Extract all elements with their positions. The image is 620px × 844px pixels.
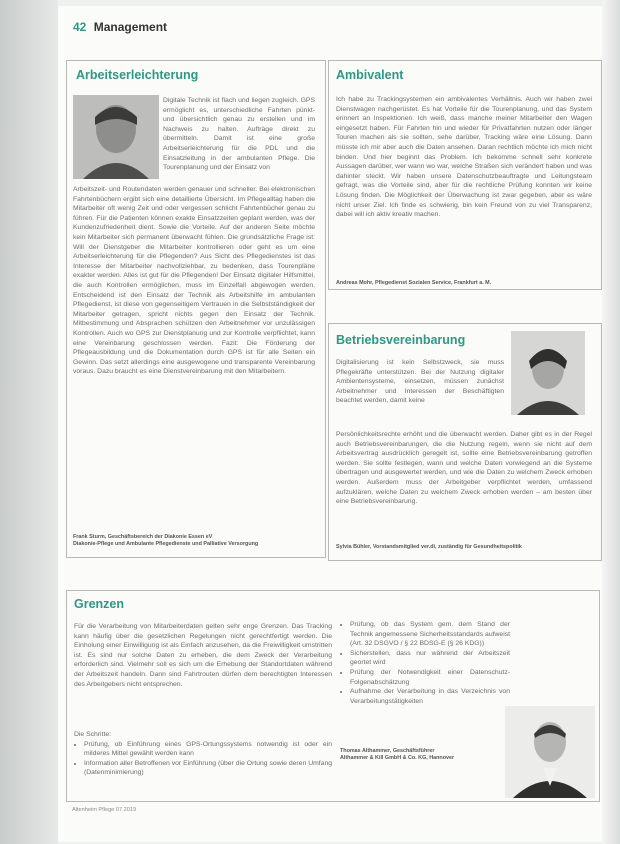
author-name: Andreas Mohr, Pflegedienst Sozialen Service, Frankfurt a. M. [336,280,492,286]
portrait-man-image [505,706,595,798]
steps-list [74,730,332,778]
list-item: • Information aller Betroffenen vor Einführung (über die Ortung sowie deren Umfang (Datenminimierung) [84,759,332,778]
article-body: Ich habe zu Trackingsystemen ein ambivalentes Verhältnis. Auch wir haben zwei Dienstwagen nachgerüstet. Es hat Vorteile für die Tourenplanung, und das System erinnert an Inspektionen. Ich weiß, dass manche meiner Mitarbeiter den Wagen eingesetzt haben. Für Fahrten hin und wieder für Privatfahrten nutzen oder länger Touren machen als sie sollten, sehe darüber, Tracking wäre eine Lösung. Dann müsste ich mir aber auch die Daten ansehen. Daran rechtlich möchte ich mich nicht binden. Und hier beginnt das Problem. Ich bekomme schnell sehr konkrete Aussagen darüber, wer wann wo war, welche Straßen sich verändert haben und was dahinter steckt. Wir haben unsere Datenschutzbeauftragte und Leitungsteam gefragt, was die Vorteile sind, aber für die rechtliche Prüfung konnten wir keine Lösung finden. Die Möglichkeit der Überwachung ist zwar gegeben, aber es wäre nicht unser Ziel. Ich finde es schwierig, bin kein Freund von zu viel Transparenz, dabei will ich aktiv kreativ machen. [336,96,592,219]
author-photo [73,95,159,179]
portrait-man-image [73,95,159,179]
page-number: 42 [73,20,87,34]
article-title: Grenzen [74,597,125,611]
article-signature [73,534,318,548]
section-title: Management [93,20,168,34]
page-gutter-left [0,0,58,844]
list-item: • Prüfung der Notwendigkeit einer Datenschutz-Folgenabschätzung [350,668,510,687]
article-title: Ambivalent [336,68,404,82]
author-name: Sylvia Bühler, Vorstandsmitglied ver.di, zuständig für Gesundheitspolitik [336,544,522,550]
author-name: Frank Sturm, Geschäftsbereich der Diakonie Essen eV [73,534,213,540]
article-title: Arbeitserleichterung [76,68,199,82]
steps-list-right [340,620,510,706]
article-body: Für die Verarbeitung von Mitarbeiterdaten gelten sehr enge Grenzen. Das Tracking kann häufig über die gesetzlichen Regelungen nicht gerechtfertigt werden. Die Einholung einer Einwilligung ist als Einfach anzusehen, da die Freiwilligkeit umstritten ist. Es sind nur solche Daten zu erheben, die dem Zweck der Verarbeitung erforderlich sind. Vielmehr soll es sich um die Erhebung der Standortdaten während der Arbeitszeit handeln. Dann sind Fahrtrouten dürfen dem berechtigten Interessen des Arbeitgebers nicht entsprechen. [74,623,332,688]
list-item: • Sicherstellen, dass nur während der Arbeitszeit geortet wird [350,649,510,668]
article-body: Persönlichkeitsrechte erhöht und die überwacht werden. Daher gibt es in der Regel auch Betriebsvereinbarungen, die die Nutzung regeln, wenn sie nicht auf dem Arbeitsvertrag ausdrücklich geregelt ist, sollte eine Betriebsvereinbarung getroffen werden. Sie sollte festlegen, wann und welche Daten vorwiegend an die Systeme übertragen und ausgewertet werden, und wie die Daten zu welchem Zweck erhoben werden. Außerdem muss der Arbeitgeber verpflichtet werden, umfassend aufzuklären, welche Daten zu welchem Zweck erhoben werden – am besten über eine Betriebsvereinbarung. [336,431,592,506]
list-item: • Prüfung, ob Einführung eines GPS-Ortungssystems notwendig ist oder ein milderes Mittel gewählt werden kann [84,740,332,759]
page-header [73,20,167,34]
steps-heading: Die Schritte: [74,731,112,738]
article-body-top: Digitale Technik ist flach und liegen zugleich. GPS ermöglicht es, unterschiedliche Fahrten pünkt- und übersichtlich genau zu erstellen und im Nachweis zu halten. Aufträge direkt zu übermitteln. Damit ist eine große Arbeitserleichterung für die PDL und die Einsatzleitung in der ambulanten Pflege. Die Tourenplanung und der Einsatz von [163,97,315,172]
page-footer: Altenheim Pflege 07 2019 [72,807,137,813]
list-item: • Prüfung, ob das System gem. dem Stand der Technik angemessene Sicherheitsstandards aufweist (Art. 32 DSGVO / § 22 BDSG-E (§ 26 KDG)) [350,620,510,649]
portrait-woman-image [511,331,585,415]
list-item: • Aufnahme der Verarbeitung in das Verzeichnis von Verarbeitungstätigkeiten [350,687,510,706]
article-body: Arbeitszeit- und Routendaten werden genauer und schneller. Bei elektronischen Fahrtenbüchern ergibt sich eine detaillierte Übersicht. Im Pflegealltag haben die Mitarbeiter oft wenig Zeit und oder vergessen schlicht Fahrtenbücher genau zu führen. Für die Patienten können exakte Einsatzzeiten geplant werden, was der Kundenzufriedenheit dient. Sowie die Vorteile. Auf der anderen Seite möchte kein Mitarbeiter sich permanent überwacht fühlen. Die grundsätzliche Frage ist: Will der Dienstgeber die Mitarbeiter kontrollieren oder geht es um eine Arbeitserleichterung für die Pflegenden? Aus Sicht des Pflegedienstes ist das Interesse der Mitarbeiter nachvollziehbar, zu bedenken, dass Tourenpläne exakter werden. Alles ist gut für die Pflegenden! Der Einsatz digitaler Hilfsmittel, die auch Kontrollen ermöglichen, muss im Einzelfall abgewogen werden. Entscheidend ist den Einsatz der Technik als Arbeitshilfe im ambulanten Pflegedienst, ist diese von gegenseitigem Vertrauen in die Selbstständigkeit der Mitarbeiter getragen, spricht nichts gegen den Einsatz der Technik. Mitbestimmung und Absprachen schützen den Arbeitnehmer vor unzulässigen Kontrollen. Auch wo GPS zur Dienstplanung und zur Kontrolle verpflichtet, kann eine Vereinbarung geschlossen werden. Fazit: Die Förderung der Pflegeausbildung und die Dokumentation durch GPS ist für alle Seiten ein Gewinn. Das setzt allerdings eine ausgewogene und transparente Vereinbarung voraus. Dazu braucht es eine Dienstvereinbarung mit den Mitarbeitern. [73,186,315,376]
author-photo [505,706,595,798]
author-role: Althammer & Kill GmbH & Co. KG, Hannover [340,755,455,762]
author-name: Thomas Althammer, Geschäftsführer [340,748,435,754]
page-gutter-right [602,0,620,844]
article-body-top: Digitalisierung ist kein Selbstzweck, sie muss Pflegekräfte unterstützen. Bei der Nutzung digitaler Ambientensysteme, einsetzen, müssen zunächst Arbeitnehmer und Interessen der Beschäftigten beachtet werden, damit keine [336,359,504,405]
author-role: Diakonie-Pflege und Ambulante Pflegedienste und Palliative Versorgung [73,541,259,548]
author-photo [511,331,585,415]
article-signature [340,748,500,762]
article-title: Betriebsvereinbarung [336,333,466,347]
